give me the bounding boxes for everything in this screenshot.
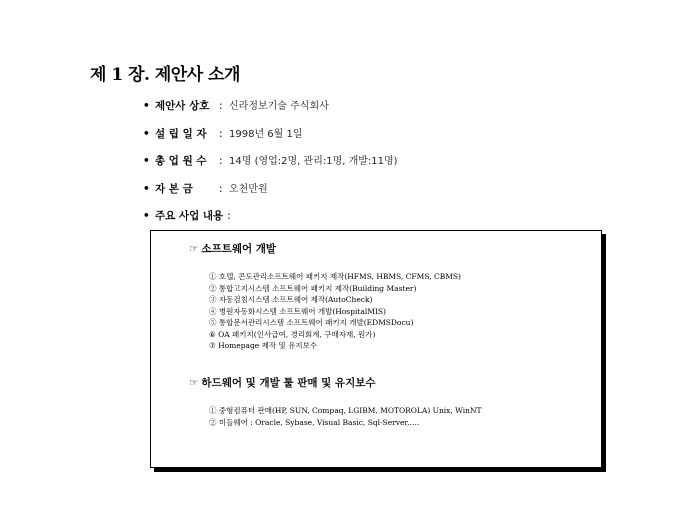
software-heading-text: 소프트웨어 개발 [201,243,277,255]
list-item: ⑥ OA 패키지(인사급여, 경리회계, 구매자재, 원가) [209,329,376,339]
list-item: ⑦ Homepage 제작 및 유지보수 [209,341,318,350]
info-item-company-name [143,99,398,127]
hardware-section-heading [189,375,376,390]
company-info-list [143,99,398,237]
bullet-icon: • [143,155,150,167]
info-label: 제안사 상호 [155,100,210,112]
info-item-founded-date [143,127,398,155]
software-item-list [209,271,461,352]
info-value: 신라정보기술 주식회사 [229,101,329,112]
info-label: 주요 사업 내용 [155,210,224,222]
info-label: 설 립 일 자 [155,127,207,140]
bullet-icon: • [143,182,150,195]
hardware-item-list [209,405,482,428]
pointing-hand-icon: ☞ [189,243,199,255]
list-item: ④ 병원자동화시스템 소프트웨어 개발(HospitalMIS) [209,306,386,316]
list-item: ① 호텔, 콘도관리소프트웨어 패키지 제작(HFMS, HBMS, CFMS, CBMS) [209,272,461,281]
info-item-employees [143,154,398,182]
info-separator: : [227,210,231,222]
list-item: ⑤ 통합문서관리시스템 소프트웨어 패키지 개발(EDMSDocu) [209,318,414,327]
list-item: ② 미들웨어 : Oracle, Sybase, Visual Basic, Sql-Server,…. [209,417,420,427]
pointing-hand-icon: ☞ [189,377,199,389]
info-label: 총 업 원 수 [155,155,207,167]
info-value: 오천만원 [229,183,268,195]
business-detail-box [150,230,602,468]
bullet-icon: • [143,127,150,140]
list-item: ② 통합고지시스템 소프트웨어 패키지 제작(Building Master) [209,283,417,293]
info-value: 14명 (영업:2명, 관리:1명, 개발:11명) [229,156,398,167]
info-item-capital [143,182,398,210]
list-item: ① 중형컴퓨터 판매(HP, SUN, Compaq, LGIBM, MOTOROLA) Unix, WinNT [209,406,482,415]
info-separator: : [219,127,223,140]
info-value: 1998년 6월 1일 [229,128,303,140]
info-separator: : [219,182,223,195]
hardware-heading-text: 하드웨어 및 개발 툴 판매 및 유지보수 [201,377,376,389]
page-title: 제 1 장. 제안사 소개 [90,65,240,85]
info-separator: : [219,100,223,112]
info-separator: : [219,155,223,167]
software-section-heading [189,241,276,256]
list-item: ③ 자동검침시스템 소프트웨어 제작(AutoCheck) [209,295,373,304]
bullet-icon: • [143,100,150,112]
info-label: 자 본 금 [155,182,193,195]
bullet-icon: • [143,210,150,222]
